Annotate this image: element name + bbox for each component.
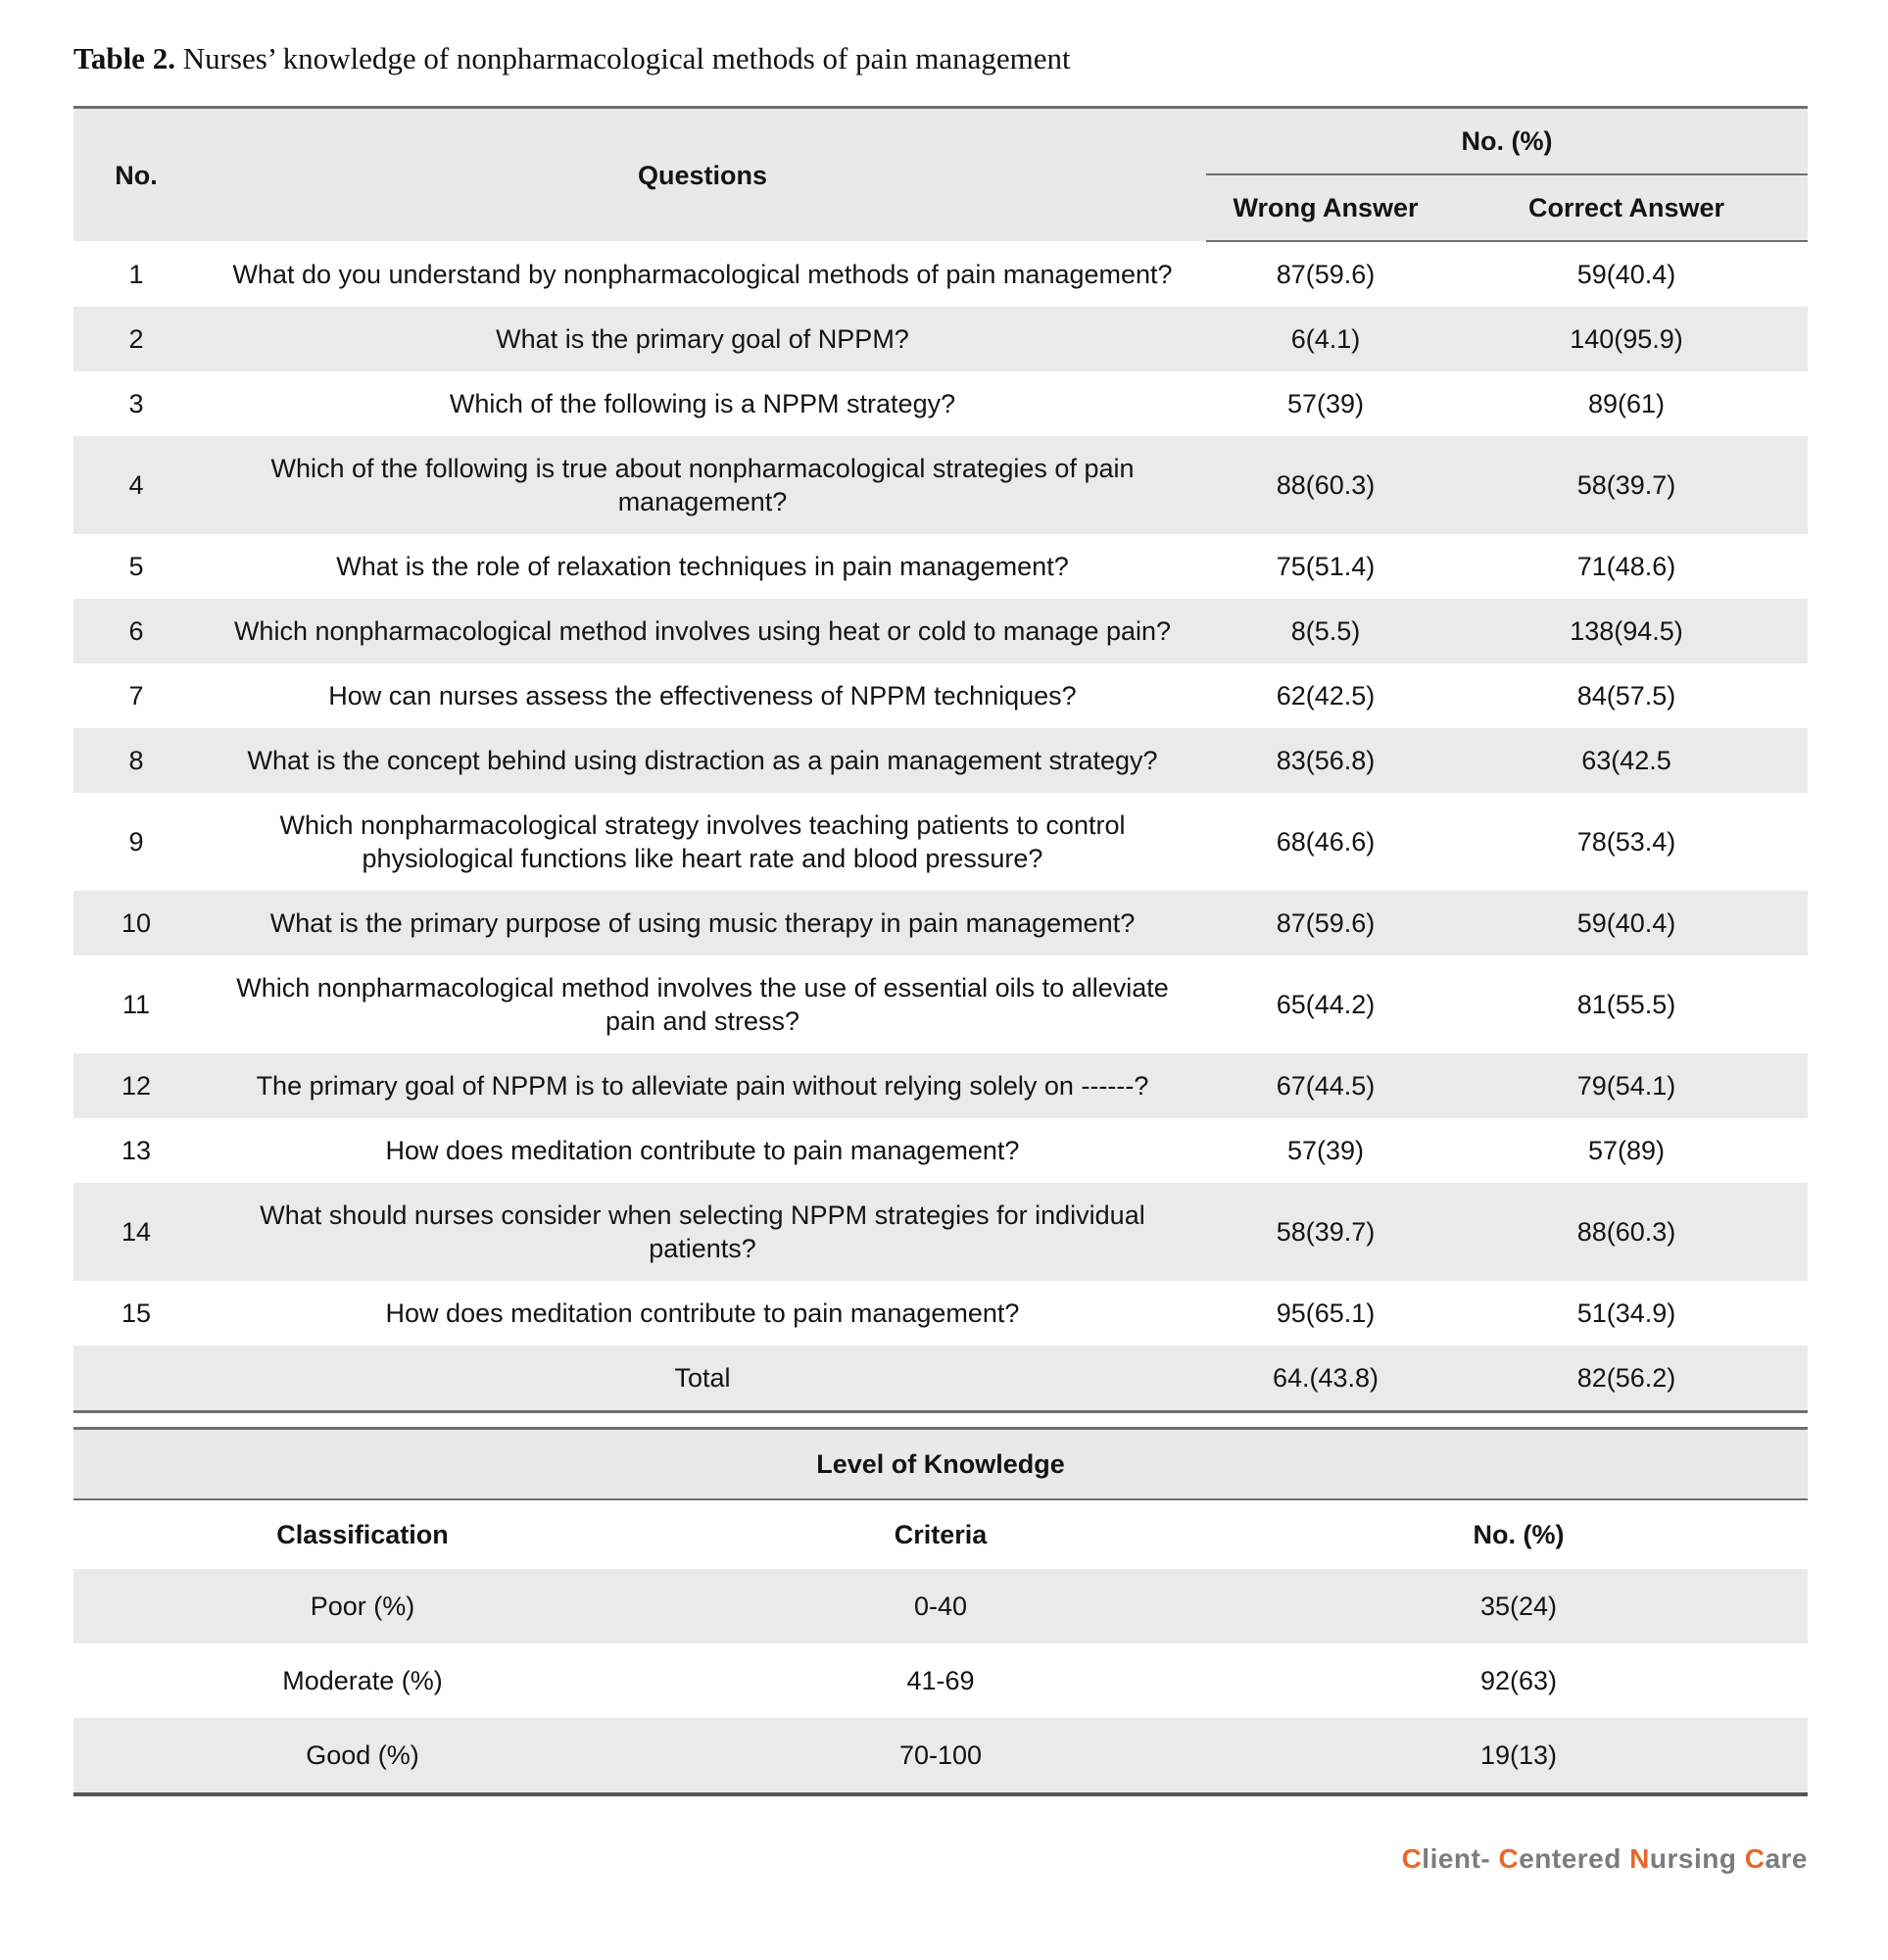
table-row: [73, 371, 1808, 436]
criteria-cell: 70-100: [898, 1740, 983, 1770]
journal-logo-letter: C: [1744, 1843, 1766, 1874]
question-cell: Which nonpharmacological method involves the use of essential oils to alleviate pain and stress?: [236, 973, 1169, 1036]
correct-answer-cell: 71(48.6): [1576, 552, 1676, 581]
knowledge-table: [73, 1427, 1808, 1796]
row-number-cell: 3: [128, 389, 144, 418]
correct-answer-cell: 84(57.5): [1576, 681, 1676, 710]
table-row: [73, 1054, 1808, 1118]
wrong-answer-cell: 88(60.3): [1276, 470, 1376, 500]
wrong-answer-cell: 64.(43.8): [1272, 1363, 1380, 1393]
wrong-answer-cell: 6(4.1): [1290, 324, 1361, 354]
header-no-pct-group: No. (%): [1206, 108, 1808, 175]
knowledge-header-row: [73, 1499, 1808, 1569]
row-number-cell: 5: [128, 552, 144, 581]
header-correct-answer: Correct Answer: [1445, 174, 1808, 241]
question-cell: What do you understand by nonpharmacological methods of pain management?: [232, 259, 1173, 289]
wrong-answer-cell: 83(56.8): [1276, 746, 1376, 775]
journal-logo-letter: C: [1498, 1843, 1520, 1874]
question-cell: What is the primary purpose of using music therapy in pain management?: [269, 908, 1136, 938]
journal-logo-text: entered: [1519, 1843, 1630, 1874]
question-cell: What is the primary goal of NPPM?: [496, 324, 909, 354]
table-row: [73, 956, 1808, 1054]
wrong-answer-cell: 65(44.2): [1276, 990, 1376, 1019]
correct-answer-cell: 59(40.4): [1576, 908, 1676, 938]
header-classification: Classification: [73, 1499, 652, 1569]
row-number-cell: [73, 1346, 199, 1412]
correct-answer-cell: 82(56.2): [1576, 1363, 1676, 1393]
table-row: [73, 1183, 1808, 1281]
header-row-group: [73, 108, 1808, 175]
wrong-answer-cell: 8(5.5): [1290, 616, 1361, 646]
knowledge-title: Level of Knowledge: [73, 1429, 1808, 1500]
table-caption-text: Nurses’ knowledge of nonpharmacological methods of pain management: [174, 41, 1071, 75]
main-table: [73, 106, 1808, 1413]
row-number-cell: 2: [128, 324, 144, 354]
row-number-cell: 9: [128, 827, 144, 857]
question-cell: Which of the following is true about nonpharmacological strategies of pain management?: [270, 454, 1135, 516]
correct-answer-cell: 79(54.1): [1576, 1071, 1676, 1101]
journal-logo-text: lient-: [1422, 1843, 1499, 1874]
question-cell: What should nurses consider when selecting NPPM strategies for individual patients?: [260, 1200, 1145, 1263]
question-cell: Which nonpharmacological method involves using heat or cold to manage pain?: [233, 616, 1172, 646]
correct-answer-cell: 89(61): [1587, 389, 1666, 418]
journal-logo-text: ursing: [1649, 1843, 1745, 1874]
row-number-cell: 14: [121, 1217, 152, 1247]
row-number-cell: 13: [121, 1136, 152, 1165]
correct-answer-cell: 59(40.4): [1576, 260, 1676, 289]
header-no-pct: No. (%): [1230, 1499, 1808, 1569]
table-row: [73, 663, 1808, 728]
row-number-cell: 7: [128, 681, 144, 710]
row-number-cell: 15: [121, 1298, 152, 1328]
journal-logo-letter: N: [1629, 1843, 1650, 1874]
row-number-cell: 1: [128, 259, 144, 289]
row-number-cell: 12: [121, 1071, 152, 1101]
table-row: [73, 728, 1808, 793]
main-table-header: [73, 108, 1808, 242]
question-cell: Which nonpharmacological strategy involves teaching patients to control physiological functions like heart rate and blood pressure?: [279, 810, 1126, 873]
table-row: [73, 1118, 1808, 1183]
knowledge-table-header: [73, 1429, 1808, 1570]
table-row: [73, 1281, 1808, 1346]
correct-answer-cell: 58(39.7): [1576, 470, 1676, 500]
question-cell: The primary goal of NPPM is to alleviate pain without relying solely on ------?: [256, 1071, 1149, 1101]
row-number-cell: 6: [128, 616, 144, 646]
table-row: [73, 534, 1808, 599]
table-caption-label: Table 2.: [73, 41, 175, 75]
question-cell: How can nurses assess the effectiveness of NPPM techniques?: [328, 681, 1077, 710]
wrong-answer-cell: 57(39): [1286, 1136, 1365, 1165]
correct-answer-cell: 78(53.4): [1576, 827, 1676, 857]
correct-answer-cell: 88(60.3): [1576, 1217, 1676, 1247]
classification-cell: Good (%): [306, 1740, 419, 1770]
knowledge-row: [73, 1569, 1808, 1643]
value-cell: 19(13): [1479, 1740, 1558, 1770]
knowledge-row: [73, 1718, 1808, 1794]
total-label-cell: Total: [674, 1363, 731, 1393]
table-row: [73, 891, 1808, 956]
header-wrong-answer: Wrong Answer: [1206, 174, 1445, 241]
classification-cell: Moderate (%): [282, 1666, 443, 1695]
correct-answer-cell: 138(94.5): [1570, 616, 1683, 646]
criteria-cell: 41-69: [906, 1666, 975, 1695]
value-cell: 92(63): [1479, 1666, 1558, 1695]
value-cell: 35(24): [1479, 1592, 1558, 1621]
correct-answer-cell: 140(95.9): [1570, 324, 1683, 354]
wrong-answer-cell: 68(46.6): [1276, 827, 1376, 857]
header-criteria: Criteria: [652, 1499, 1230, 1569]
table-caption: [73, 39, 1808, 78]
table-row: [73, 599, 1808, 663]
knowledge-title-row: [73, 1429, 1808, 1500]
total-row: [73, 1346, 1808, 1412]
row-number-cell: 8: [128, 746, 144, 775]
row-number-cell: 10: [121, 908, 152, 938]
row-number-cell: 4: [128, 470, 144, 500]
header-no: No.: [73, 108, 199, 242]
knowledge-row: [73, 1643, 1808, 1718]
wrong-answer-cell: 58(39.7): [1276, 1217, 1376, 1247]
table-row: [73, 793, 1808, 891]
correct-answer-cell: 57(89): [1587, 1136, 1666, 1165]
wrong-answer-cell: 87(59.6): [1276, 260, 1376, 289]
table-row: [73, 241, 1808, 307]
wrong-answer-cell: 57(39): [1286, 389, 1365, 418]
wrong-answer-cell: 87(59.6): [1276, 908, 1376, 938]
table-row: [73, 307, 1808, 371]
row-number-cell: 11: [121, 990, 151, 1019]
question-cell: What is the concept behind using distraction as a pain management strategy?: [247, 746, 1158, 775]
correct-answer-cell: 81(55.5): [1576, 990, 1676, 1019]
question-cell: What is the role of relaxation techniques in pain management?: [336, 552, 1069, 581]
wrong-answer-cell: 75(51.4): [1276, 552, 1376, 581]
question-cell: How does meditation contribute to pain management?: [385, 1136, 1020, 1165]
header-questions: Questions: [199, 108, 1206, 242]
wrong-answer-cell: 62(42.5): [1276, 681, 1376, 710]
criteria-cell: 0-40: [913, 1592, 968, 1621]
correct-answer-cell: 51(34.9): [1576, 1298, 1676, 1328]
table-gap: [73, 1413, 1808, 1427]
classification-cell: Poor (%): [310, 1592, 415, 1621]
journal-logo-letter: C: [1401, 1843, 1423, 1874]
correct-answer-cell: 63(42.5: [1581, 746, 1671, 775]
table-row: [73, 436, 1808, 534]
wrong-answer-cell: 67(44.5): [1276, 1071, 1376, 1101]
journal-logo-text: are: [1765, 1843, 1808, 1874]
question-cell: How does meditation contribute to pain management?: [385, 1298, 1020, 1328]
wrong-answer-cell: 95(65.1): [1276, 1298, 1376, 1328]
journal-logo: [73, 1812, 1808, 1906]
question-cell: Which of the following is a NPPM strategy?: [449, 389, 956, 418]
